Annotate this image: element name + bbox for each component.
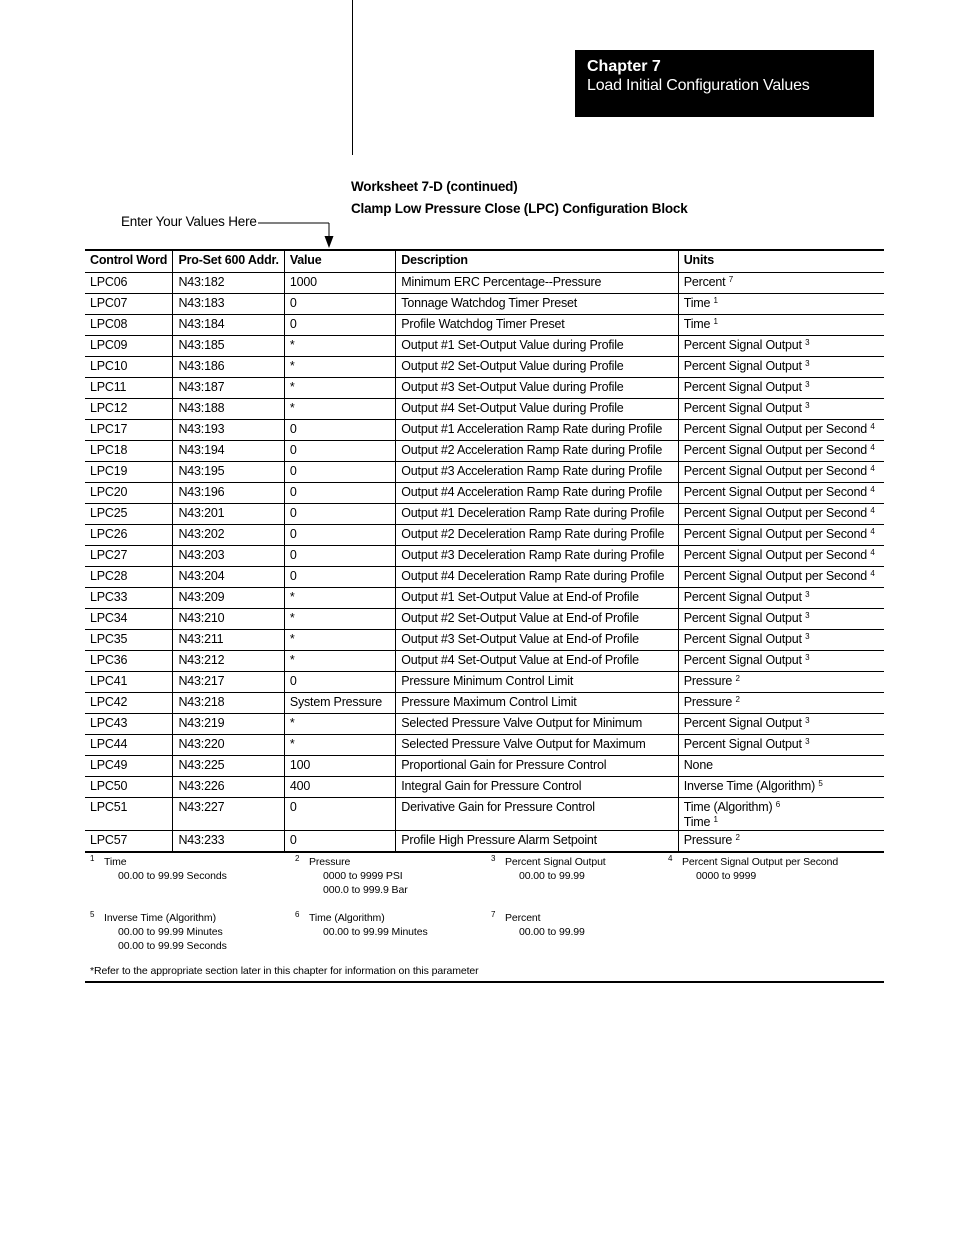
description-cell: Output #2 Acceleration Ramp Rate during Profile [396, 441, 678, 462]
value-cell: 1000 [284, 273, 395, 294]
footnote-ref: 1 [713, 815, 718, 824]
units-cell [678, 567, 884, 588]
units-text: None [683, 758, 713, 772]
description-cell: Selected Pressure Valve Output for Maximum [396, 735, 678, 756]
address-cell: N43:195 [173, 462, 284, 483]
value-cell: 0 [284, 483, 395, 504]
description-cell: Selected Pressure Valve Output for Minimum [396, 714, 678, 735]
units-cell [678, 693, 884, 714]
units-cell [678, 546, 884, 567]
control-word-cell: LPC49 [85, 756, 173, 777]
table-row [85, 651, 884, 672]
description-cell: Output #3 Set-Output Value during Profile [396, 378, 678, 399]
footnote-4: 4 Percent Signal Output per Second 0000 to 9999 [668, 854, 839, 882]
table-row [85, 462, 884, 483]
table-row [85, 546, 884, 567]
description-cell: Pressure Minimum Control Limit [396, 672, 678, 693]
description-cell: Output #4 Set-Output Value at End-of Profile [396, 651, 678, 672]
table-row [85, 567, 884, 588]
units-text: Percent Signal Output [683, 632, 802, 646]
control-word-cell: LPC34 [85, 609, 173, 630]
description-cell: Profile High Pressure Alarm Setpoint [396, 831, 678, 853]
units-cell [678, 378, 884, 399]
footnote-ref: 4 [870, 506, 875, 515]
footnote-ref: 3 [805, 632, 810, 641]
value-cell: 0 [284, 504, 395, 525]
footnote-ref: 3 [805, 359, 810, 368]
units-text: Percent Signal Output [683, 611, 802, 625]
address-cell: N43:209 [173, 588, 284, 609]
address-cell: N43:225 [173, 756, 284, 777]
value-cell: * [284, 714, 395, 735]
units-text: Percent Signal Output per Second [683, 422, 868, 436]
description-cell: Integral Gain for Pressure Control [396, 777, 678, 798]
footnote-ref: 2 [735, 695, 740, 704]
header-description: Description [396, 250, 678, 273]
address-cell: N43:186 [173, 357, 284, 378]
control-word-cell: LPC26 [85, 525, 173, 546]
address-cell: N43:182 [173, 273, 284, 294]
worksheet-subtitle: Clamp Low Pressure Close (LPC) Configuration Block [351, 201, 688, 216]
header-value: Value [284, 250, 395, 273]
description-cell: Output #1 Set-Output Value at End-of Profile [396, 588, 678, 609]
control-word-cell: LPC44 [85, 735, 173, 756]
address-cell: N43:210 [173, 609, 284, 630]
units-text: Time [683, 815, 711, 829]
footnote-ref: 4 [870, 548, 875, 557]
value-cell: 0 [284, 672, 395, 693]
address-cell: N43:183 [173, 294, 284, 315]
address-cell: N43:217 [173, 672, 284, 693]
table-row [85, 714, 884, 735]
value-cell: * [284, 609, 395, 630]
units-cell [678, 273, 884, 294]
units-cell [678, 294, 884, 315]
units-text: Percent Signal Output per Second [683, 464, 868, 478]
control-word-cell: LPC25 [85, 504, 173, 525]
footnote-3: 3 Percent Signal Output 00.00 to 99.99 [491, 854, 606, 882]
units-text: Percent Signal Output per Second [683, 443, 868, 457]
units-text: Time [683, 317, 711, 331]
control-word-cell: LPC19 [85, 462, 173, 483]
units-text: Time [683, 296, 711, 310]
description-cell: Output #3 Deceleration Ramp Rate during Profile [396, 546, 678, 567]
description-cell: Proportional Gain for Pressure Control [396, 756, 678, 777]
address-cell: N43:218 [173, 693, 284, 714]
footnote-ref: 2 [735, 674, 740, 683]
units-text: Time (Algorithm) [683, 800, 773, 814]
units-text: Percent Signal Output [683, 380, 802, 394]
units-cell [678, 336, 884, 357]
control-word-cell: LPC41 [85, 672, 173, 693]
control-word-cell: LPC57 [85, 831, 173, 853]
footnote-ref: 5 [818, 779, 823, 788]
footnote-7: 7 Percent 00.00 to 99.99 [491, 910, 585, 938]
value-cell: 0 [284, 567, 395, 588]
units-text: Percent Signal Output [683, 653, 802, 667]
table-row [85, 609, 884, 630]
table-row [85, 357, 884, 378]
value-cell: 100 [284, 756, 395, 777]
control-word-cell: LPC27 [85, 546, 173, 567]
units-cell [678, 357, 884, 378]
value-cell: 0 [284, 831, 395, 853]
table-row [85, 399, 884, 420]
units-cell [678, 651, 884, 672]
footnote-ref: 3 [805, 338, 810, 347]
footnote-ref: 4 [870, 485, 875, 494]
control-word-cell: LPC10 [85, 357, 173, 378]
description-cell: Output #1 Set-Output Value during Profile [396, 336, 678, 357]
footnote-2: 2 Pressure 0000 to 9999 PSI 000.0 to 999.9 Bar [295, 854, 408, 896]
value-cell: 0 [284, 441, 395, 462]
units-text: Percent Signal Output [683, 590, 802, 604]
table-row [85, 420, 884, 441]
footnote-ref: 3 [805, 737, 810, 746]
address-cell: N43:187 [173, 378, 284, 399]
description-cell: Output #3 Acceleration Ramp Rate during Profile [396, 462, 678, 483]
units-cell [678, 756, 884, 777]
footnote-5: 5 Inverse Time (Algorithm) 00.00 to 99.99 Minutes 00.00 to 99.99 Seconds [90, 910, 227, 952]
control-word-cell: LPC08 [85, 315, 173, 336]
chapter-header [575, 50, 874, 117]
margin-vertical-rule [352, 0, 353, 155]
units-text: Pressure [683, 695, 733, 709]
table-row [85, 831, 884, 853]
header-units: Units [678, 250, 884, 273]
control-word-cell: LPC28 [85, 567, 173, 588]
address-cell: N43:193 [173, 420, 284, 441]
value-cell: 0 [284, 294, 395, 315]
value-cell: 0 [284, 525, 395, 546]
address-cell: N43:204 [173, 567, 284, 588]
worksheet-title: Worksheet 7-D (continued) [351, 179, 518, 194]
units-cell [678, 420, 884, 441]
units-cell [678, 831, 884, 853]
value-cell: 0 [284, 798, 395, 831]
value-cell: System Pressure [284, 693, 395, 714]
footnote-6: 6 Time (Algorithm) 00.00 to 99.99 Minutes [295, 910, 428, 938]
chapter-number: Chapter 7 [587, 58, 661, 75]
refer-note: *Refer to the appropriate section later in this chapter for information on this parameter [90, 965, 479, 977]
description-cell: Output #4 Deceleration Ramp Rate during Profile [396, 567, 678, 588]
control-word-cell: LPC51 [85, 798, 173, 831]
footnote-ref: 3 [805, 380, 810, 389]
bottom-rule [85, 981, 884, 983]
control-word-cell: LPC33 [85, 588, 173, 609]
table-row [85, 504, 884, 525]
footnote-ref: 2 [735, 833, 740, 842]
description-cell: Output #2 Set-Output Value at End-of Profile [396, 609, 678, 630]
description-cell: Output #1 Acceleration Ramp Rate during Profile [396, 420, 678, 441]
units-text: Percent Signal Output [683, 359, 802, 373]
control-word-cell: LPC06 [85, 273, 173, 294]
units-cell [678, 672, 884, 693]
control-word-cell: LPC36 [85, 651, 173, 672]
control-word-cell: LPC09 [85, 336, 173, 357]
footnote-ref: 3 [805, 401, 810, 410]
control-word-cell: LPC12 [85, 399, 173, 420]
table-row [85, 483, 884, 504]
address-cell: N43:227 [173, 798, 284, 831]
footnote-ref: 4 [870, 422, 875, 431]
footnote-ref: 3 [805, 590, 810, 599]
chapter-title: Load Initial Configuration Values [587, 77, 810, 94]
units-cell [678, 588, 884, 609]
value-cell: 0 [284, 420, 395, 441]
units-text: Pressure [683, 833, 733, 847]
address-cell: N43:185 [173, 336, 284, 357]
units-cell [678, 441, 884, 462]
footnote-ref: 3 [805, 611, 810, 620]
table-row [85, 672, 884, 693]
header-control-word: Control Word [85, 250, 173, 273]
units-cell [678, 315, 884, 336]
address-cell: N43:184 [173, 315, 284, 336]
enter-values-label: Enter Your Values Here [121, 214, 257, 229]
control-word-cell: LPC11 [85, 378, 173, 399]
description-cell: Output #1 Deceleration Ramp Rate during Profile [396, 504, 678, 525]
address-cell: N43:219 [173, 714, 284, 735]
footnote-ref: 4 [870, 464, 875, 473]
address-cell: N43:212 [173, 651, 284, 672]
table-row [85, 798, 884, 831]
description-cell: Output #3 Set-Output Value at End-of Profile [396, 630, 678, 651]
description-cell: Pressure Maximum Control Limit [396, 693, 678, 714]
description-cell: Minimum ERC Percentage--Pressure [396, 273, 678, 294]
units-cell [678, 630, 884, 651]
table-row [85, 378, 884, 399]
address-cell: N43:202 [173, 525, 284, 546]
value-cell: * [284, 399, 395, 420]
table-row [85, 336, 884, 357]
value-cell: * [284, 630, 395, 651]
control-word-cell: LPC18 [85, 441, 173, 462]
footnote-ref: 6 [775, 800, 780, 809]
units-text: Percent Signal Output [683, 716, 802, 730]
table-row [85, 777, 884, 798]
address-cell: N43:196 [173, 483, 284, 504]
units-text: Percent Signal Output [683, 401, 802, 415]
footnote-ref: 4 [870, 527, 875, 536]
address-cell: N43:194 [173, 441, 284, 462]
units-cell [678, 504, 884, 525]
units-cell [678, 399, 884, 420]
units-cell [678, 609, 884, 630]
configuration-table [85, 249, 884, 853]
footnote-ref: 1 [713, 317, 718, 326]
description-cell: Output #4 Set-Output Value during Profile [396, 399, 678, 420]
address-cell: N43:201 [173, 504, 284, 525]
units-text: Percent Signal Output per Second [683, 569, 868, 583]
control-word-cell: LPC07 [85, 294, 173, 315]
units-cell [678, 735, 884, 756]
control-word-cell: LPC17 [85, 420, 173, 441]
address-cell: N43:220 [173, 735, 284, 756]
control-word-cell: LPC35 [85, 630, 173, 651]
control-word-cell: LPC42 [85, 693, 173, 714]
control-word-cell: LPC20 [85, 483, 173, 504]
address-cell: N43:188 [173, 399, 284, 420]
units-text: Percent [683, 275, 726, 289]
value-cell: 400 [284, 777, 395, 798]
units-text: Percent Signal Output per Second [683, 527, 868, 541]
table-row [85, 756, 884, 777]
footnote-ref: 3 [805, 716, 810, 725]
description-cell: Derivative Gain for Pressure Control [396, 798, 678, 831]
description-cell: Output #2 Set-Output Value during Profile [396, 357, 678, 378]
address-cell: N43:203 [173, 546, 284, 567]
footnote-1: 1 Time 00.00 to 99.99 Seconds [90, 854, 227, 882]
footnote-ref: 3 [805, 653, 810, 662]
value-cell: 0 [284, 546, 395, 567]
units-text: Percent Signal Output [683, 737, 802, 751]
footnote-ref: 4 [870, 569, 875, 578]
value-cell: * [284, 588, 395, 609]
value-cell: 0 [284, 462, 395, 483]
footnote-ref: 7 [728, 275, 733, 284]
units-cell [678, 714, 884, 735]
units-cell [678, 462, 884, 483]
value-cell: * [284, 336, 395, 357]
pointer-arrow-icon [255, 218, 337, 250]
address-cell: N43:233 [173, 831, 284, 853]
description-cell: Profile Watchdog Timer Preset [396, 315, 678, 336]
table-row [85, 735, 884, 756]
address-cell: N43:226 [173, 777, 284, 798]
table-row [85, 294, 884, 315]
units-text: Inverse Time (Algorithm) [683, 779, 816, 793]
description-cell: Output #4 Acceleration Ramp Rate during Profile [396, 483, 678, 504]
units-cell [678, 483, 884, 504]
table-row [85, 525, 884, 546]
value-cell: 0 [284, 315, 395, 336]
address-cell: N43:211 [173, 630, 284, 651]
table-row [85, 630, 884, 651]
footnote-ref: 1 [713, 296, 718, 305]
units-text: Percent Signal Output [683, 338, 802, 352]
value-cell: * [284, 357, 395, 378]
value-cell: * [284, 378, 395, 399]
table-row [85, 693, 884, 714]
value-cell: * [284, 735, 395, 756]
control-word-cell: LPC43 [85, 714, 173, 735]
description-cell: Tonnage Watchdog Timer Preset [396, 294, 678, 315]
units-text: Pressure [683, 674, 733, 688]
units-cell [678, 798, 884, 831]
units-text: Percent Signal Output per Second [683, 485, 868, 499]
units-text: Percent Signal Output per Second [683, 548, 868, 562]
value-cell: * [284, 651, 395, 672]
table-row [85, 441, 884, 462]
units-cell [678, 525, 884, 546]
units-cell [678, 777, 884, 798]
footnote-ref: 4 [870, 443, 875, 452]
units-text: Percent Signal Output per Second [683, 506, 868, 520]
table-row [85, 588, 884, 609]
table-header-row [85, 250, 884, 273]
description-cell: Output #2 Deceleration Ramp Rate during Profile [396, 525, 678, 546]
table-row [85, 273, 884, 294]
header-address: Pro-Set 600 Addr. [173, 250, 284, 273]
table-row [85, 315, 884, 336]
control-word-cell: LPC50 [85, 777, 173, 798]
